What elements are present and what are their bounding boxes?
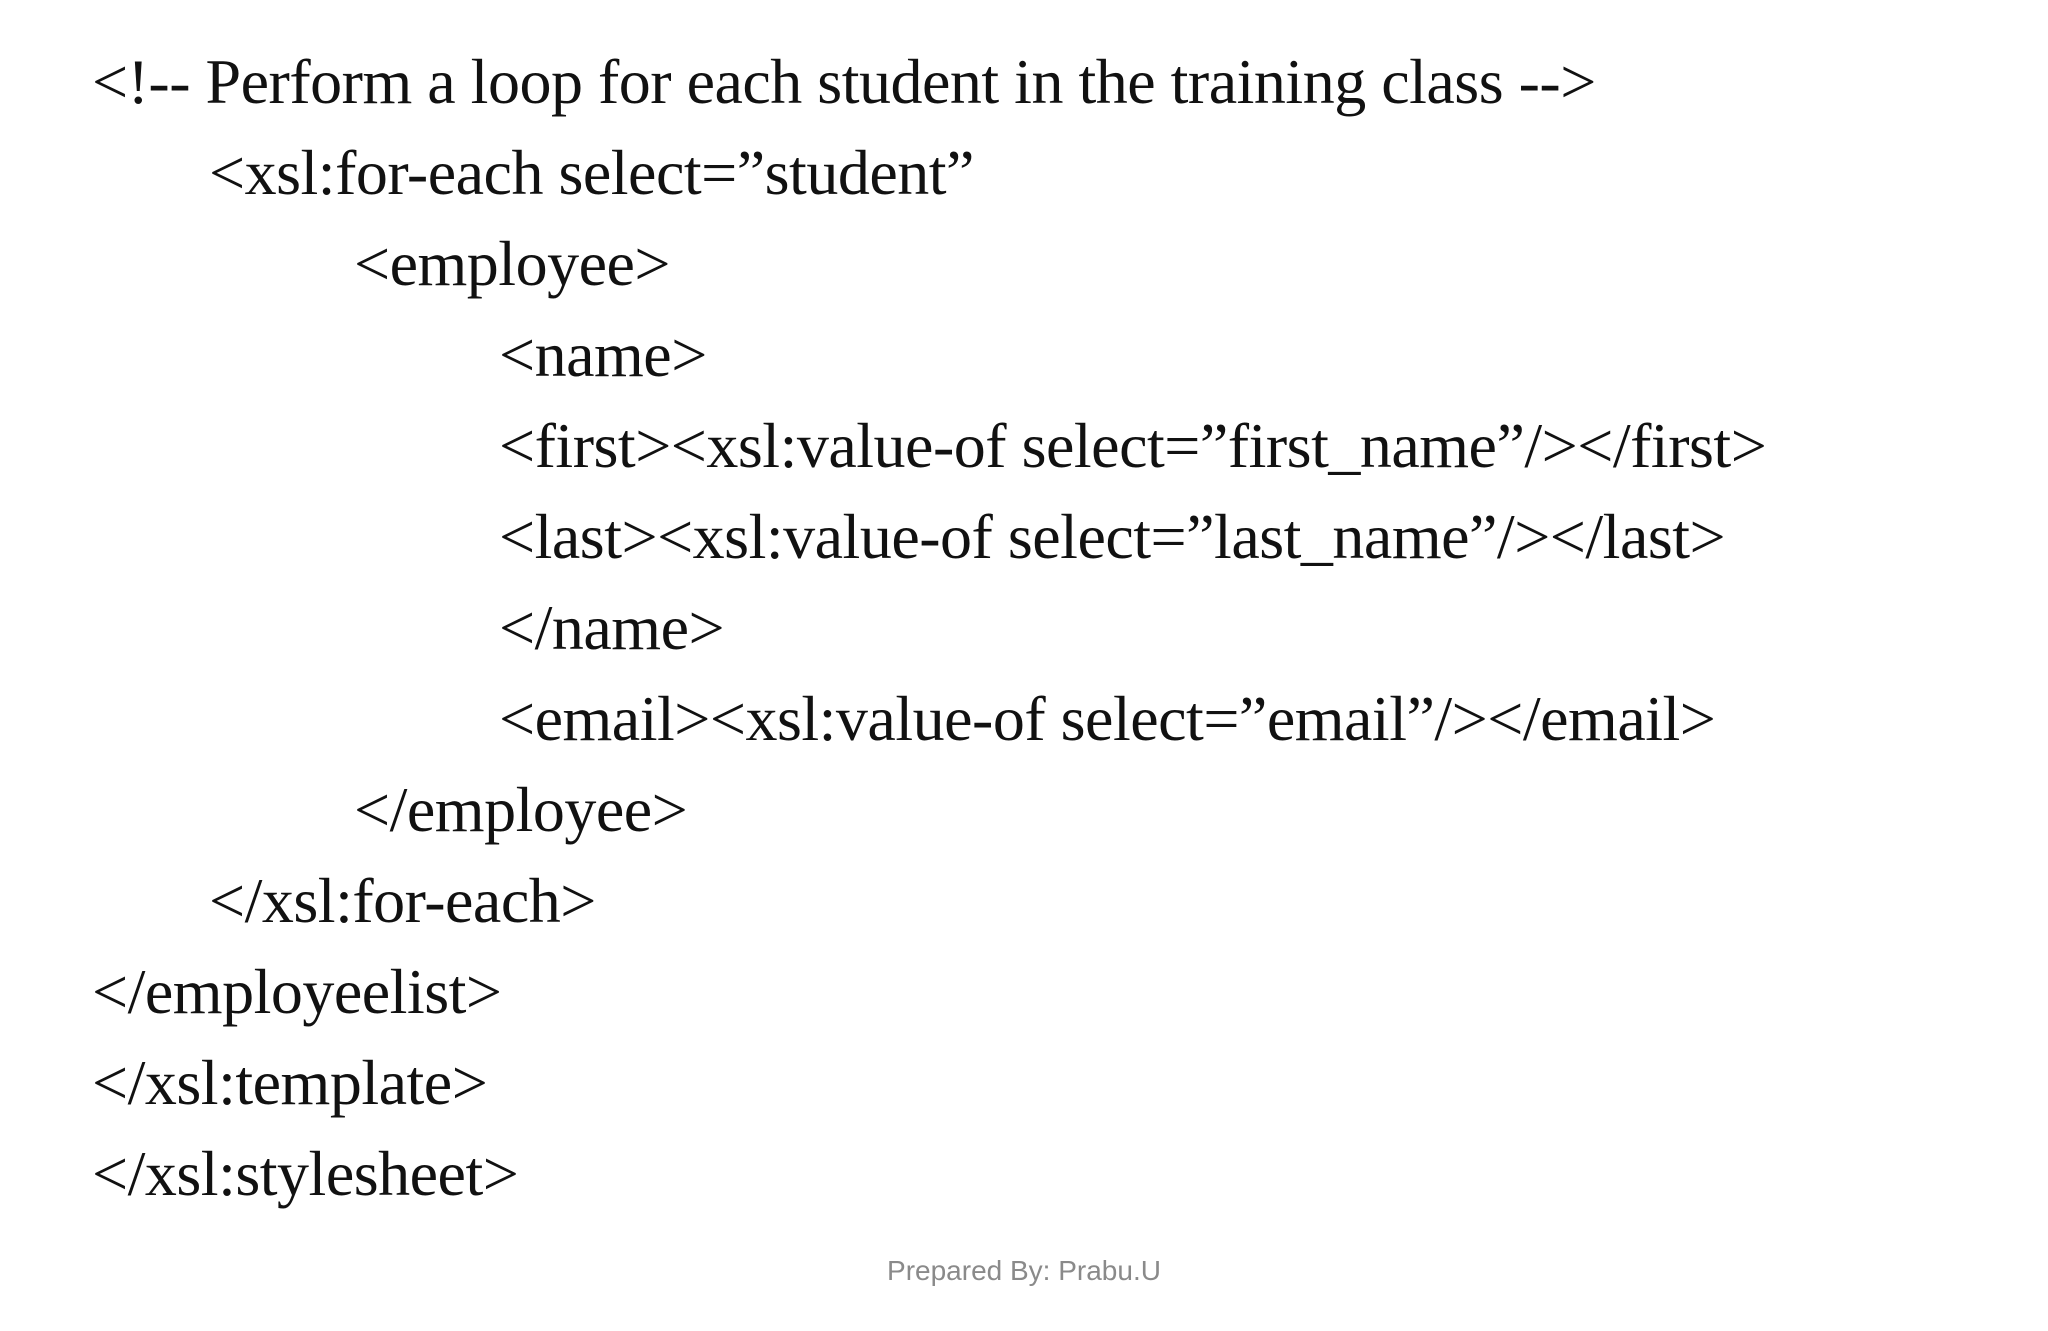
code-line-comment: <!-- Perform a loop for each student in the training class -->: [92, 46, 1596, 117]
code-line-employee-close: </employee>: [354, 774, 688, 845]
code-block: [92, 36, 1992, 1219]
code-line-for-each-open: <xsl:for-each select=”student”: [209, 137, 974, 208]
code-line-for-each-close: </xsl:for-each>: [209, 865, 596, 936]
code-line-employee-open: <employee>: [354, 228, 670, 299]
code-line-template-close: </xsl:template>: [92, 1047, 488, 1118]
code-line-employeelist-close: </employeelist>: [92, 956, 502, 1027]
code-line-email: <email><xsl:value-of select=”email”/></email>: [499, 683, 1716, 754]
code-line-name-close: </name>: [499, 592, 725, 663]
code-line-name-open: <name>: [499, 319, 707, 390]
code-line-stylesheet-close: </xsl:stylesheet>: [92, 1138, 519, 1209]
code-line-first: <first><xsl:value-of select=”first_name”/></first>: [499, 410, 1767, 481]
code-line-last: <last><xsl:value-of select=”last_name”/></last>: [499, 501, 1726, 572]
slide-footer: Prepared By: Prabu.U: [887, 1255, 1161, 1286]
